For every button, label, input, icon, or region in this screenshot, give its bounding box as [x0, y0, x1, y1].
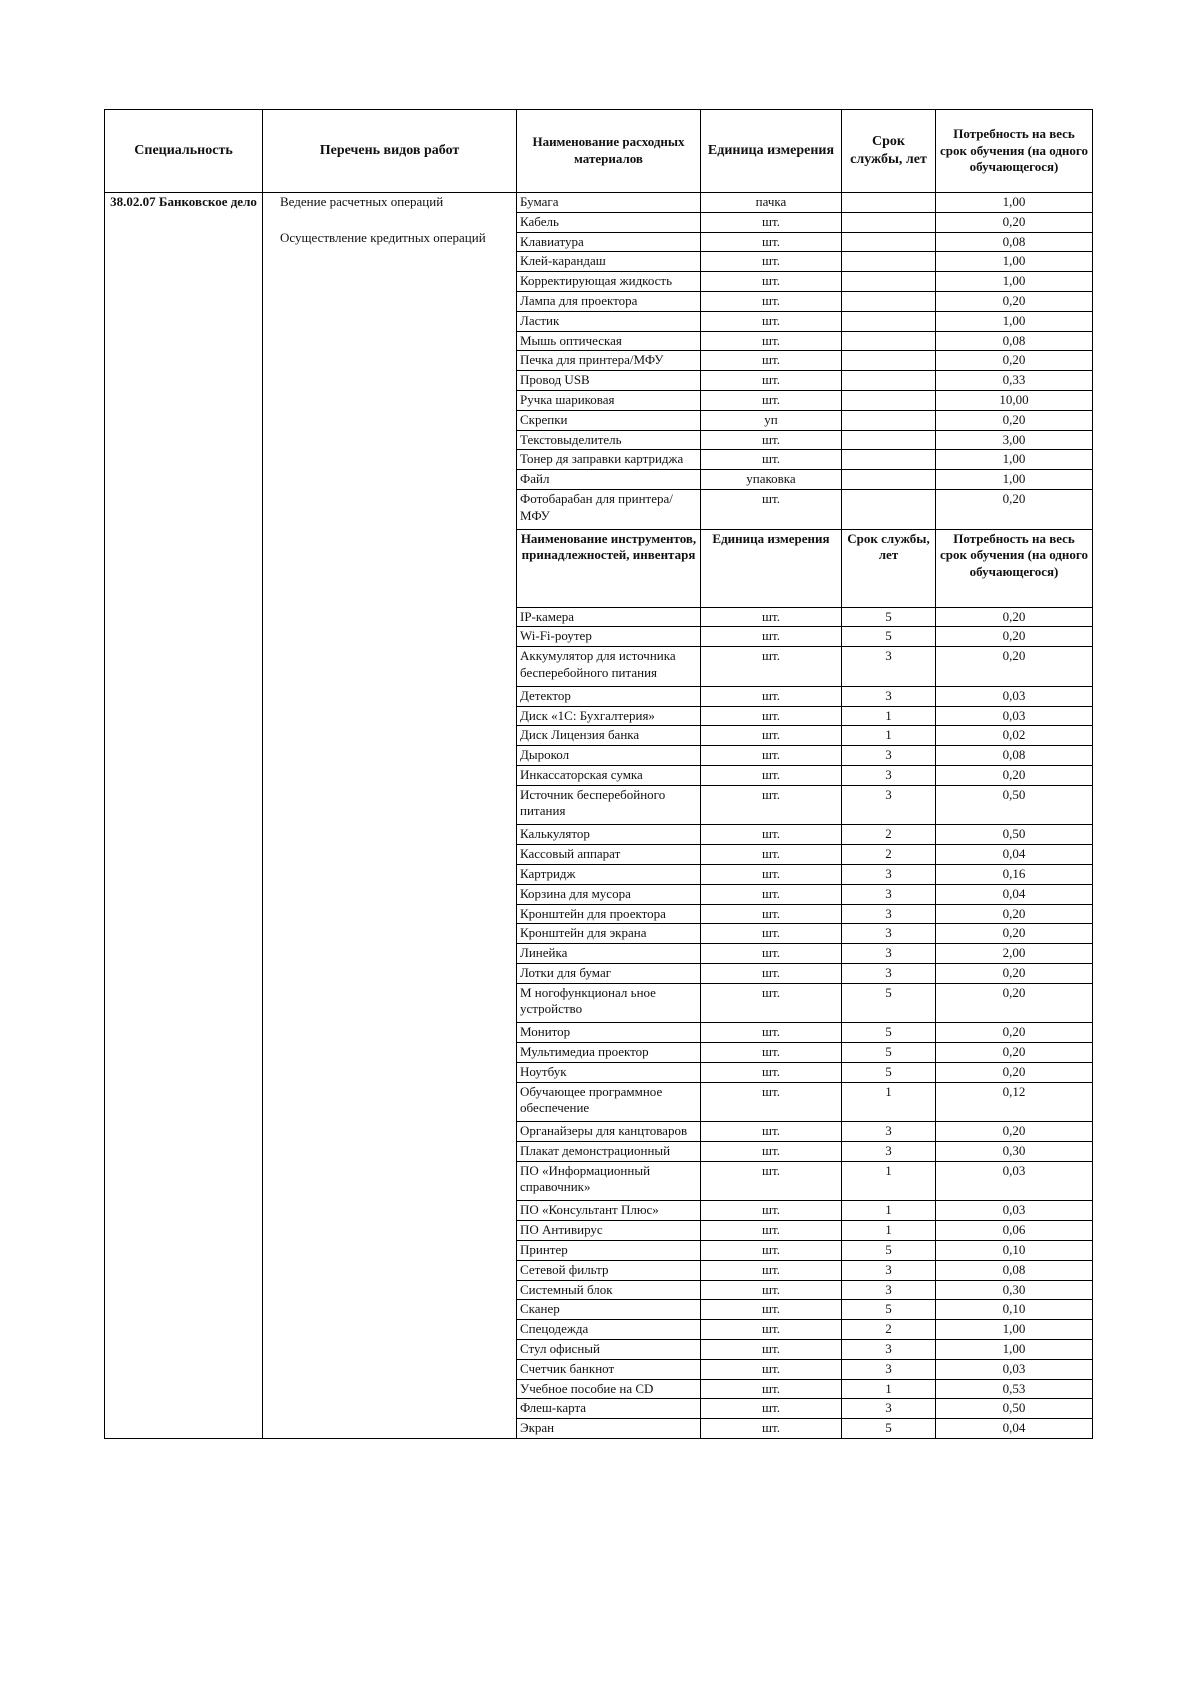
- tool-need: 0,50: [936, 825, 1093, 845]
- consumable-unit: шт.: [701, 450, 842, 470]
- tool-unit: шт.: [701, 845, 842, 865]
- tool-life: 3: [842, 1399, 936, 1419]
- tool-life: 5: [842, 1300, 936, 1320]
- specialty-name: 38.02.07 Банковское дело: [110, 194, 257, 209]
- header-life: Срок службы, лет: [842, 110, 936, 193]
- tool-need: 0,20: [936, 924, 1093, 944]
- tool-name: ПО «Консультант Плюс»: [517, 1201, 701, 1221]
- header-unit: Единица измерения: [701, 110, 842, 193]
- consumable-unit: уп: [701, 410, 842, 430]
- tool-need: 0,20: [936, 1122, 1093, 1142]
- tool-unit: шт.: [701, 983, 842, 1023]
- tool-name: Ноутбук: [517, 1062, 701, 1082]
- tool-life: 5: [842, 1241, 936, 1261]
- consumable-life: [842, 232, 936, 252]
- tool-need: 0,03: [936, 1359, 1093, 1379]
- consumable-unit: пачка: [701, 193, 842, 213]
- consumable-name: Текстовыделитель: [517, 430, 701, 450]
- tools-header-unit: Единица измерения: [701, 529, 842, 607]
- consumable-name: Лампа для проектора: [517, 291, 701, 311]
- tool-name: Источник бесперебойного питания: [517, 785, 701, 825]
- tool-name: Лотки для бумаг: [517, 963, 701, 983]
- tool-life: 5: [842, 1062, 936, 1082]
- tool-name: Системный блок: [517, 1280, 701, 1300]
- tool-life: 1: [842, 706, 936, 726]
- tool-need: 0,04: [936, 1419, 1093, 1439]
- tool-unit: шт.: [701, 1320, 842, 1340]
- tool-need: 0,08: [936, 1260, 1093, 1280]
- tool-unit: шт.: [701, 785, 842, 825]
- tool-life: 2: [842, 1320, 936, 1340]
- works-cell: [263, 193, 517, 1439]
- tool-life: 3: [842, 785, 936, 825]
- consumable-name: Ластик: [517, 311, 701, 331]
- tool-life: 1: [842, 1201, 936, 1221]
- tool-name: Корзина для мусора: [517, 884, 701, 904]
- tool-life: 3: [842, 1280, 936, 1300]
- tool-name: Диск «1С: Бухгалтерия»: [517, 706, 701, 726]
- tool-need: 0,20: [936, 765, 1093, 785]
- consumable-name: Файл: [517, 470, 701, 490]
- consumable-name: Корректирующая жидкость: [517, 272, 701, 292]
- tool-name: Детектор: [517, 686, 701, 706]
- tool-unit: шт.: [701, 1260, 842, 1280]
- header-specialty: Специальность: [105, 110, 263, 193]
- tool-need: 0,20: [936, 1043, 1093, 1063]
- consumable-unit: шт.: [701, 351, 842, 371]
- tool-name: IP-камера: [517, 607, 701, 627]
- tool-name: Инкассаторская сумка: [517, 765, 701, 785]
- tool-name: Калькулятор: [517, 825, 701, 845]
- consumable-need: 1,00: [936, 252, 1093, 272]
- tool-life: 3: [842, 1359, 936, 1379]
- tool-need: 0,12: [936, 1082, 1093, 1122]
- consumable-need: 3,00: [936, 430, 1093, 450]
- tool-name: Кассовый аппарат: [517, 845, 701, 865]
- consumable-unit: упаковка: [701, 470, 842, 490]
- tool-life: 3: [842, 963, 936, 983]
- tool-unit: шт.: [701, 1241, 842, 1261]
- consumable-life: [842, 489, 936, 529]
- tool-unit: шт.: [701, 1221, 842, 1241]
- tool-name: Диск Лицензия банка: [517, 726, 701, 746]
- tool-name: Дырокол: [517, 746, 701, 766]
- tool-need: 0,50: [936, 785, 1093, 825]
- equipment-table: [104, 109, 1093, 1439]
- tool-unit: шт.: [701, 765, 842, 785]
- consumable-need: 0,33: [936, 371, 1093, 391]
- tool-need: 0,20: [936, 983, 1093, 1023]
- tool-need: 0,08: [936, 746, 1093, 766]
- tool-need: 0,04: [936, 845, 1093, 865]
- tool-unit: шт.: [701, 1419, 842, 1439]
- tool-need: 0,20: [936, 1023, 1093, 1043]
- tool-unit: шт.: [701, 924, 842, 944]
- tool-name: Монитор: [517, 1023, 701, 1043]
- tool-need: 0,20: [936, 647, 1093, 687]
- tool-unit: шт.: [701, 1161, 842, 1201]
- consumable-name: Ручка шариковая: [517, 390, 701, 410]
- consumable-name: Бумага: [517, 193, 701, 213]
- tool-life: 5: [842, 1419, 936, 1439]
- tool-life: 3: [842, 924, 936, 944]
- consumable-life: [842, 450, 936, 470]
- tool-name: Обучающее программное обеспечение: [517, 1082, 701, 1122]
- consumable-need: 0,08: [936, 232, 1093, 252]
- tool-life: 1: [842, 1221, 936, 1241]
- tool-name: М ногофункционал ьное устройство: [517, 983, 701, 1023]
- tool-life: 5: [842, 1043, 936, 1063]
- work-item: Осуществление кредитных операций: [280, 229, 486, 245]
- tool-need: 0,03: [936, 1161, 1093, 1201]
- consumable-life: [842, 371, 936, 391]
- tool-need: 0,53: [936, 1379, 1093, 1399]
- tool-life: 5: [842, 627, 936, 647]
- consumable-unit: шт.: [701, 291, 842, 311]
- tool-need: 0,30: [936, 1142, 1093, 1162]
- tool-name: Линейка: [517, 944, 701, 964]
- work-item: Ведение расчетных операций: [280, 194, 444, 209]
- tool-name: ПО «Информационный справочник»: [517, 1161, 701, 1201]
- consumable-need: 10,00: [936, 390, 1093, 410]
- tool-unit: шт.: [701, 746, 842, 766]
- tool-unit: шт.: [701, 1399, 842, 1419]
- consumable-life: [842, 351, 936, 371]
- tool-unit: шт.: [701, 647, 842, 687]
- header-need: Потребность на весь срок обучения (на одного обучающегося): [936, 110, 1093, 193]
- tool-unit: шт.: [701, 726, 842, 746]
- consumable-need: 1,00: [936, 193, 1093, 213]
- tool-need: 0,20: [936, 1062, 1093, 1082]
- consumable-life: [842, 331, 936, 351]
- tool-life: 3: [842, 864, 936, 884]
- table-header-row: [105, 110, 1093, 193]
- tool-need: 0,10: [936, 1300, 1093, 1320]
- header-material-name: Наименование расходных материалов: [517, 110, 701, 193]
- tool-life: 3: [842, 1122, 936, 1142]
- consumable-need: 1,00: [936, 470, 1093, 490]
- tool-life: 1: [842, 1379, 936, 1399]
- consumable-name: Клавиатура: [517, 232, 701, 252]
- consumable-life: [842, 470, 936, 490]
- tool-need: 0,02: [936, 726, 1093, 746]
- tool-life: 3: [842, 944, 936, 964]
- tool-name: Wi-Fi-роутер: [517, 627, 701, 647]
- consumable-unit: шт.: [701, 252, 842, 272]
- consumable-life: [842, 390, 936, 410]
- tools-header-name: Наименование инструментов, принадлежностей, инвентаря: [517, 529, 701, 607]
- tool-need: 0,03: [936, 1201, 1093, 1221]
- consumable-need: 0,20: [936, 489, 1093, 529]
- consumable-unit: шт.: [701, 430, 842, 450]
- tool-name: Флеш-карта: [517, 1399, 701, 1419]
- tool-name: Стул офисный: [517, 1340, 701, 1360]
- tool-need: 0,03: [936, 706, 1093, 726]
- tool-unit: шт.: [701, 1201, 842, 1221]
- consumable-life: [842, 430, 936, 450]
- tool-life: 2: [842, 845, 936, 865]
- tool-life: 3: [842, 884, 936, 904]
- consumable-need: 0,20: [936, 351, 1093, 371]
- consumable-unit: шт.: [701, 331, 842, 351]
- tool-name: Учебное пособие на CD: [517, 1379, 701, 1399]
- consumable-name: Тонер дя заправки картриджа: [517, 450, 701, 470]
- tool-name: ПО Антивирус: [517, 1221, 701, 1241]
- tool-life: 5: [842, 1023, 936, 1043]
- tool-name: Плакат демонстрационный: [517, 1142, 701, 1162]
- tool-unit: шт.: [701, 944, 842, 964]
- tool-unit: шт.: [701, 1023, 842, 1043]
- tool-name: Картридж: [517, 864, 701, 884]
- tool-name: Аккумулятор для источника бесперебойного питания: [517, 647, 701, 687]
- tool-unit: шт.: [701, 904, 842, 924]
- consumable-name: Фотобарабан для принтера/МФУ: [517, 489, 701, 529]
- consumable-need: 0,20: [936, 410, 1093, 430]
- tool-name: Органайзеры для канцтоваров: [517, 1122, 701, 1142]
- tool-life: 3: [842, 765, 936, 785]
- tool-need: 0,06: [936, 1221, 1093, 1241]
- tool-unit: шт.: [701, 1043, 842, 1063]
- consumable-name: Печка для принтера/МФУ: [517, 351, 701, 371]
- tools-header-need: Потребность на весь срок обучения (на одного обучающегося): [936, 529, 1093, 607]
- consumable-need: 1,00: [936, 311, 1093, 331]
- tool-name: Кронштейн для проектора: [517, 904, 701, 924]
- specialty-cell: [105, 193, 263, 1439]
- tool-need: 1,00: [936, 1320, 1093, 1340]
- tool-name: Кронштейн для экрана: [517, 924, 701, 944]
- consumable-name: Скрепки: [517, 410, 701, 430]
- tool-life: 3: [842, 746, 936, 766]
- tool-need: 0,20: [936, 963, 1093, 983]
- tool-unit: шт.: [701, 1280, 842, 1300]
- tool-unit: шт.: [701, 607, 842, 627]
- tool-need: 0,04: [936, 884, 1093, 904]
- consumable-unit: шт.: [701, 311, 842, 331]
- tool-life: 5: [842, 983, 936, 1023]
- tool-unit: шт.: [701, 963, 842, 983]
- tool-need: 0,16: [936, 864, 1093, 884]
- tool-need: 0,20: [936, 904, 1093, 924]
- tool-unit: шт.: [701, 1062, 842, 1082]
- tool-life: 3: [842, 647, 936, 687]
- consumable-need: 0,08: [936, 331, 1093, 351]
- tool-life: 3: [842, 904, 936, 924]
- consumable-name: Клей-карандаш: [517, 252, 701, 272]
- tool-life: 2: [842, 825, 936, 845]
- tool-unit: шт.: [701, 1359, 842, 1379]
- tool-life: 3: [842, 1260, 936, 1280]
- consumable-unit: шт.: [701, 390, 842, 410]
- tool-need: 2,00: [936, 944, 1093, 964]
- consumable-unit: шт.: [701, 212, 842, 232]
- consumable-unit: шт.: [701, 489, 842, 529]
- tool-need: 1,00: [936, 1340, 1093, 1360]
- consumable-life: [842, 272, 936, 292]
- tool-name: Счетчик банкнот: [517, 1359, 701, 1379]
- consumable-life: [842, 193, 936, 213]
- tool-life: 1: [842, 726, 936, 746]
- consumable-life: [842, 212, 936, 232]
- consumable-need: 1,00: [936, 450, 1093, 470]
- tool-life: 5: [842, 607, 936, 627]
- tool-life: 3: [842, 1340, 936, 1360]
- tool-unit: шт.: [701, 825, 842, 845]
- header-works: Перечень видов работ: [263, 110, 517, 193]
- tool-need: 0,20: [936, 627, 1093, 647]
- consumable-need: 0,20: [936, 212, 1093, 232]
- tool-unit: шт.: [701, 627, 842, 647]
- tool-unit: шт.: [701, 1379, 842, 1399]
- tool-name: Мультимедиа проектор: [517, 1043, 701, 1063]
- tool-need: 0,03: [936, 686, 1093, 706]
- consumable-life: [842, 311, 936, 331]
- consumable-name: Мышь оптическая: [517, 331, 701, 351]
- tool-name: Сетевой фильтр: [517, 1260, 701, 1280]
- consumable-need: 0,20: [936, 291, 1093, 311]
- tool-name: Принтер: [517, 1241, 701, 1261]
- consumable-life: [842, 252, 936, 272]
- tool-unit: шт.: [701, 1300, 842, 1320]
- consumable-life: [842, 410, 936, 430]
- tool-unit: шт.: [701, 1122, 842, 1142]
- tool-name: Сканер: [517, 1300, 701, 1320]
- tool-unit: шт.: [701, 1340, 842, 1360]
- tool-unit: шт.: [701, 884, 842, 904]
- tool-unit: шт.: [701, 864, 842, 884]
- tool-need: 0,10: [936, 1241, 1093, 1261]
- tool-need: 0,30: [936, 1280, 1093, 1300]
- tool-need: 0,50: [936, 1399, 1093, 1419]
- consumable-life: [842, 291, 936, 311]
- consumable-unit: шт.: [701, 371, 842, 391]
- tool-unit: шт.: [701, 1142, 842, 1162]
- consumable-unit: шт.: [701, 232, 842, 252]
- tool-need: 0,20: [936, 607, 1093, 627]
- consumable-need: 1,00: [936, 272, 1093, 292]
- tool-life: 1: [842, 1082, 936, 1122]
- tools-header-life: Срок службы, лет: [842, 529, 936, 607]
- tool-name: Спецодежда: [517, 1320, 701, 1340]
- tool-name: Экран: [517, 1419, 701, 1439]
- consumable-name: Провод USB: [517, 371, 701, 391]
- tool-unit: шт.: [701, 686, 842, 706]
- tool-unit: шт.: [701, 1082, 842, 1122]
- tool-life: 3: [842, 1142, 936, 1162]
- tool-life: 1: [842, 1161, 936, 1201]
- consumable-row: [105, 193, 1093, 213]
- tool-unit: шт.: [701, 706, 842, 726]
- consumable-unit: шт.: [701, 272, 842, 292]
- consumable-name: Кабель: [517, 212, 701, 232]
- tool-life: 3: [842, 686, 936, 706]
